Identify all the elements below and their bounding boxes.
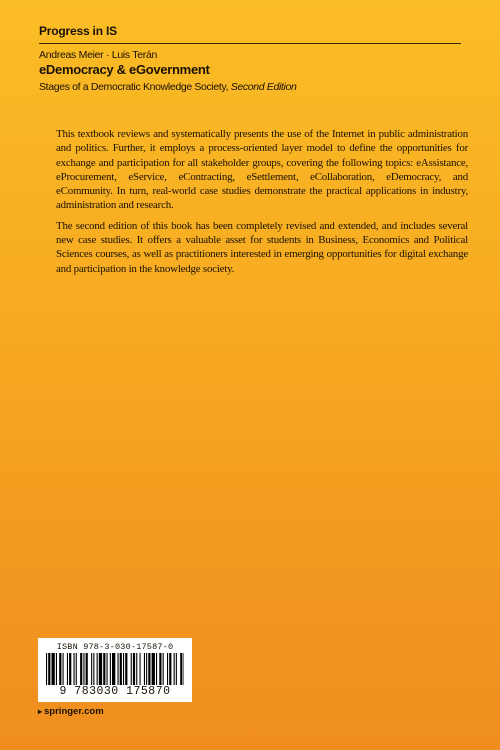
isbn-barcode bbox=[38, 638, 192, 702]
barcode-bar bbox=[56, 653, 57, 685]
barcode-bar bbox=[80, 653, 82, 685]
barcode-bar bbox=[123, 653, 124, 685]
barcode-bars bbox=[46, 653, 184, 685]
book-subtitle bbox=[39, 81, 296, 93]
barcode-bar bbox=[91, 653, 92, 685]
barcode-bar bbox=[76, 653, 77, 685]
subtitle-main: Stages of a Democratic Knowledge Society, bbox=[39, 81, 231, 93]
barcode-bar bbox=[163, 653, 164, 685]
barcode-bar bbox=[131, 653, 132, 685]
barcode-bar bbox=[152, 653, 155, 685]
barcode-bar bbox=[148, 653, 150, 685]
barcode-bar bbox=[176, 653, 177, 685]
barcode-bar bbox=[103, 653, 105, 685]
barcode-bar bbox=[180, 653, 182, 685]
description-paragraph-2: The second edition of this book has been completely revised and extended, and includes several new case studies. It offers a valuable asset for students in Business, Economics and Political Sciences courses, as well as practitioners interested in emerging opportunities for digital exchange and participation in the knowledge society. bbox=[56, 219, 468, 275]
barcode-bar bbox=[144, 653, 145, 685]
barcode-bar bbox=[93, 653, 94, 685]
barcode-bar bbox=[107, 653, 108, 685]
barcode-bar bbox=[184, 653, 185, 685]
barcode-number: 9 783030 175870 bbox=[59, 685, 171, 698]
barcode-bar bbox=[118, 653, 119, 685]
book-title: eDemocracy & eGovernment bbox=[39, 62, 210, 77]
barcode-bar bbox=[120, 653, 122, 685]
barcode-bar bbox=[156, 653, 157, 685]
barcode-bar bbox=[74, 653, 75, 685]
isbn-label: ISBN 978-3-030-17587-0 bbox=[56, 642, 174, 652]
header-divider bbox=[39, 43, 461, 44]
barcode-bar bbox=[97, 653, 98, 685]
barcode-bar bbox=[48, 653, 50, 685]
barcode-bar bbox=[69, 653, 71, 685]
barcode-bar bbox=[136, 653, 137, 685]
barcode-bar bbox=[59, 653, 61, 685]
barcode-bar bbox=[46, 653, 47, 685]
book-authors: Andreas Meier · Luis Terán bbox=[39, 49, 158, 61]
barcode-bar bbox=[133, 653, 135, 685]
barcode-bar bbox=[125, 653, 127, 685]
back-cover-description bbox=[56, 127, 468, 282]
barcode-bar bbox=[167, 653, 168, 685]
barcode-bar bbox=[99, 653, 102, 685]
barcode-bar bbox=[146, 653, 147, 685]
arrow-icon: ▸ bbox=[38, 707, 43, 716]
barcode-bar bbox=[52, 653, 55, 685]
publisher-link[interactable] bbox=[38, 706, 104, 717]
publisher-link-text: springer.com bbox=[44, 706, 104, 717]
barcode-bar bbox=[140, 653, 141, 685]
barcode-bar bbox=[67, 653, 68, 685]
barcode-bar bbox=[86, 653, 88, 685]
barcode-bar bbox=[83, 653, 84, 685]
barcode-bar bbox=[174, 653, 175, 685]
subtitle-edition: Second Edition bbox=[230, 81, 297, 93]
description-paragraph-1: This textbook reviews and systematically presents the use of the Internet in public administration and politics. Further, it employs a process-oriented layer model to define the opportunities for exchange and participation for all stakeholder groups, covering the following topics: eAssistance, eProcurement, eService, eContracting, eSettlement, eCollaboration, eDemocracy, and eCommunity. In turn, real-world case studies demonstrate the practical applications in industry, administration and research. bbox=[56, 128, 468, 212]
barcode-bar bbox=[110, 653, 111, 685]
barcode-bar bbox=[169, 653, 171, 685]
barcode-bar bbox=[159, 653, 161, 685]
barcode-bar bbox=[63, 653, 64, 685]
barcode-bar bbox=[112, 653, 115, 685]
series-name: Progress in IS bbox=[39, 24, 117, 38]
